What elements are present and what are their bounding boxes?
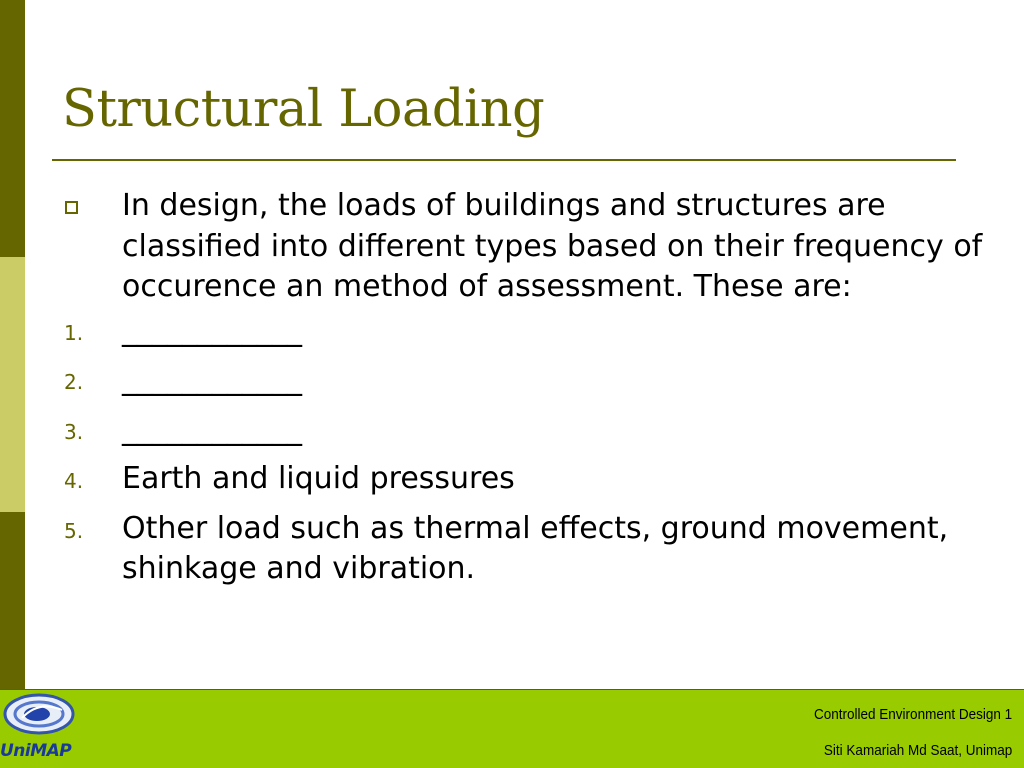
list-item-text: Earth and liquid pressures: [122, 461, 515, 496]
slide-body: [0, 186, 1000, 599]
footer-course-title: Controlled Environment Design 1: [813, 706, 1012, 723]
list-item-text: ____________: [122, 411, 302, 447]
square-bullet-icon: [65, 201, 78, 214]
list-item-text: ____________: [122, 362, 302, 397]
list-item: [0, 410, 1000, 451]
list-item: [0, 509, 1000, 590]
list-item-text: ____________: [122, 312, 302, 348]
footer-author: Siti Kamariah Md Saat, Unimap: [823, 742, 1012, 759]
list-item: [0, 360, 1000, 401]
bullet-item: [0, 186, 1000, 308]
list-item: [0, 311, 1000, 352]
bullet-text: In design, the loads of buildings and structures are classified into different types based on their frequency of occurence an method of assessment. These are:: [122, 188, 983, 304]
numbered-list: [0, 311, 1000, 590]
title-underline: [52, 159, 956, 161]
logo-wordmark: UniMAP: [0, 741, 72, 761]
list-number: 3.: [64, 419, 84, 444]
list-item-text: Other load such as thermal effects, ground movement, shinkage and vibration.: [122, 510, 949, 586]
list-number: 5.: [64, 518, 84, 543]
list-number: 2.: [64, 370, 84, 394]
list-number: 4.: [64, 469, 84, 493]
slide-title: Structural Loading: [62, 80, 545, 139]
list-item: [0, 459, 1000, 500]
list-number: 1.: [64, 320, 84, 345]
